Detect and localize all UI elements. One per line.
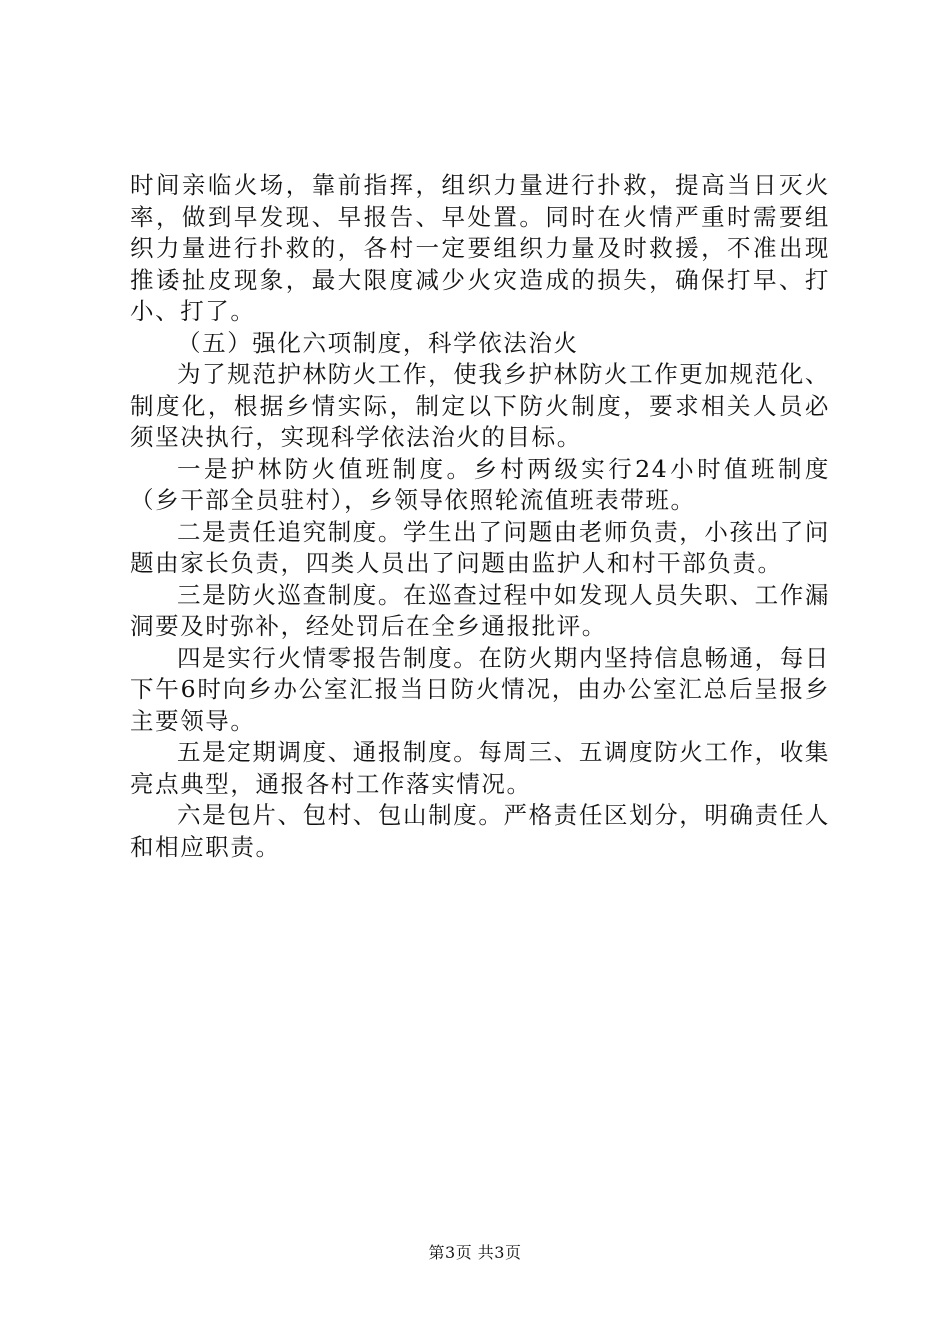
paragraph-zero-report-system: 四是实行火情零报告制度。在防火期内坚持信息畅通，每日下午6时向乡办公室汇报当日防火情况，由办公室汇总后呈报乡主要领导。: [130, 643, 830, 735]
paragraph-patrol-system: 三是防火巡查制度。在巡查过程中如发现人员失职、工作漏洞要及时弥补，经处罚后在全乡通报批评。: [130, 580, 830, 640]
paragraph-continuation: 时间亲临火场，靠前指挥，组织力量进行扑救，提高当日灭火率，做到早发现、早报告、早处置。同时在火情严重时需要组织力量进行扑救的，各村一定要组织力量及时救援，不准出现推诿扯皮现象，最大限度减少火灾造成的损失，确保打早、打小、打了。: [130, 171, 830, 325]
paragraph-responsibility-system: 六是包片、包村、包山制度。严格责任区划分，明确责任人和相应职责。: [130, 801, 830, 861]
paragraph-accountability-system: 二是责任追究制度。学生出了问题由老师负责，小孩出了问题由家长负责，四类人员出了问题由监护人和村干部负责。: [130, 517, 830, 577]
paragraph-duty-system: 一是护林防火值班制度。乡村两级实行24小时值班制度（乡干部全员驻村），乡领导依照轮流值班表带班。: [130, 454, 830, 514]
paragraph-intro: 为了规范护林防火工作，使我乡护林防火工作更加规范化、制度化，根据乡情实际，制定以下防火制度，要求相关人员必须坚决执行，实现科学依法治火的目标。: [130, 360, 830, 451]
paragraph-dispatch-system: 五是定期调度、通报制度。每周三、五调度防火工作，收集亮点典型，通报各村工作落实情况。: [130, 738, 830, 798]
page-number: 第3页 共3页: [428, 1243, 522, 1262]
document-body: [130, 170, 830, 863]
section-heading-five: （五）强化六项制度，科学依法治火: [177, 328, 579, 357]
page-footer: [0, 1243, 950, 1263]
